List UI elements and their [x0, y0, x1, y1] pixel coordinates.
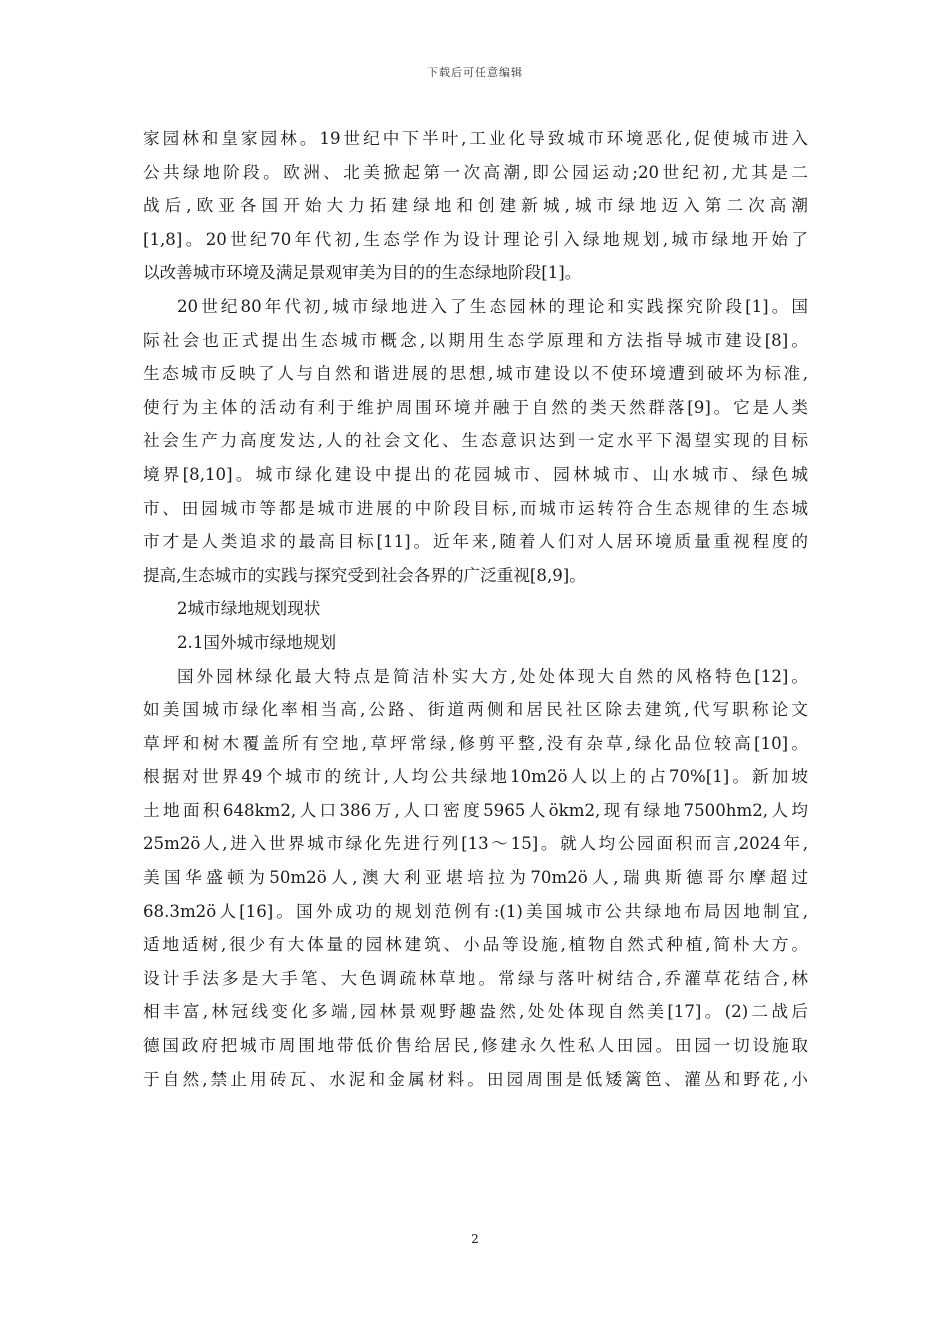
text-line: 市、田园城市等都是城市进展的中阶段目标,而城市运转符合生态规律的生态城: [143, 498, 808, 518]
text-line: [1,8]。20世纪70年代初,生态学作为设计理论引入绿地规划,城市绿地开始了: [143, 229, 808, 249]
document-body: [143, 122, 808, 1096]
text-line: 提高,生态城市的实践与探究受到社会各界的广泛重视[8,9]。: [143, 565, 586, 585]
text-line: 25m2ö人,进入世界城市绿化先进行列[13～15]。就人均公园面积而言,2024年,: [143, 834, 808, 854]
text-line: 如美国城市绿化率相当高,公路、街道两侧和居民社区除去建筑,代写职称论文: [143, 700, 808, 720]
text-line: 公共绿地阶段。欧洲、北美掀起第一次高潮,即公园运动;20世纪初,尤其是二: [143, 162, 808, 182]
text-line: 生态城市反映了人与自然和谐进展的思想,城市建设以不使环境遭到破坏为标准,: [143, 364, 808, 384]
text-line: 使行为主体的活动有利于维护周围环境并融于自然的类天然群落[9]。它是人类: [143, 397, 808, 417]
text-line: 68.3m2ö人[16]。国外成功的规划范例有:(1)美国城市公共绿地布局因地制宜,: [143, 901, 808, 921]
text-line: 际社会也正式提出生态城市概念,以期用生态学原理和方法指导城市建设[8]。: [143, 330, 808, 350]
text-line: 社会生产力高度发达,人的社会文化、生态意识达到一定水平下渴望实现的目标: [143, 431, 808, 451]
section-heading: 2城市绿地规划现状: [177, 599, 321, 619]
text-line: 德国政府把城市周围地带低价售给居民,修建永久性私人田园。田园一切设施取: [143, 1036, 808, 1056]
subsection-heading: 2.1国外城市绿地规划: [177, 632, 337, 652]
text-line: 草坪和树木覆盖所有空地,草坪常绿,修剪平整,没有杂草,绿化品位较高[10]。: [143, 733, 808, 753]
page-header: 下载后可任意编辑: [427, 66, 523, 79]
text-line: 适地适树,很少有大体量的园林建筑、小品等设施,植物自然式种植,简朴大方。: [143, 935, 808, 955]
text-line: 境界[8,10]。城市绿化建设中提出的花园城市、园林城市、山水城市、绿色城: [143, 464, 808, 484]
text-line: 相丰富,林冠线变化多端,园林景观野趣盎然,处处体现自然美[17]。(2)二战后: [143, 1002, 808, 1022]
paragraph-start-line: 国外园林绿化最大特点是简洁朴实大方,处处体现大自然的风格特色[12]。: [177, 666, 808, 686]
page-number: 2: [471, 1232, 479, 1246]
text-line: 于自然,禁止用砖瓦、水泥和金属材料。田园周围是低矮篱笆、灌丛和野花,小: [143, 1069, 808, 1089]
text-line: 设计手法多是大手笔、大色调疏林草地。常绿与落叶树结合,乔灌草花结合,林: [143, 968, 808, 988]
text-line: 以改善城市环境及满足景观审美为目的的生态绿地阶段[1]。: [143, 263, 582, 283]
text-line: 土地面积648km2,人口386万,人口密度5965人ökm2,现有绿地7500hm2,人均: [143, 800, 808, 820]
paragraph-start-line: 20世纪80年代初,城市绿地进入了生态园林的理论和实践探究阶段[1]。国: [177, 296, 808, 316]
text-line: 家园林和皇家园林。19世纪中下半叶,工业化导致城市环境恶化,促使城市进入: [143, 129, 808, 148]
text-line: 战后,欧亚各国开始大力拓建绿地和创建新城,城市绿地迈入第二次高潮: [143, 196, 808, 216]
text-line: 根据对世界49个城市的统计,人均公共绿地10m2ö人以上的占70%[1]。新加坡: [143, 767, 808, 787]
text-line: 市才是人类追求的最高目标[11]。近年来,随着人们对人居环境质量重视程度的: [143, 532, 808, 552]
text-line: 美国华盛顿为50m2ö人,澳大利亚堪培拉为70m2ö人,瑞典斯德哥尔摩超过: [143, 868, 808, 888]
